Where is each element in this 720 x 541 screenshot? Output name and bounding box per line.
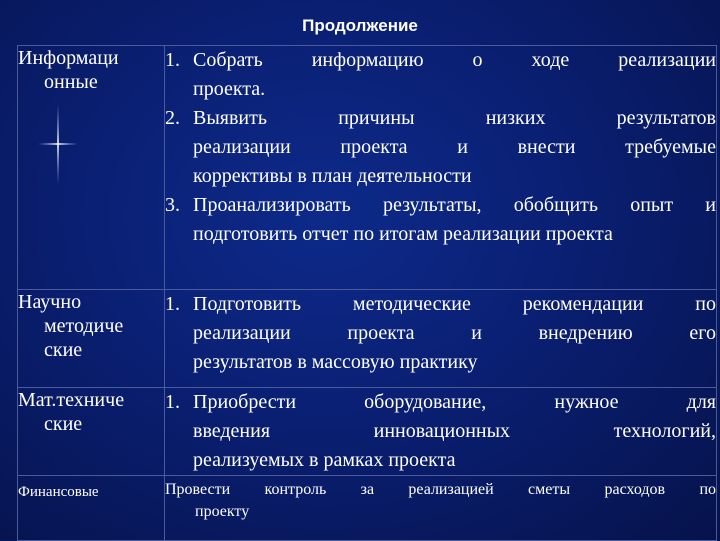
slide-title: Продолжение	[302, 16, 418, 35]
item-text: проекту	[195, 503, 250, 520]
item-text: реализуемых в рамках проекта	[193, 449, 456, 471]
item-text: введения инновационных технологий,	[193, 420, 716, 442]
item-text: проекта.	[193, 78, 266, 100]
category-cell	[18, 388, 165, 476]
tasks-cell	[165, 290, 717, 388]
item-text: результатов в массовую практику	[193, 351, 478, 373]
list-item	[165, 104, 716, 191]
category-cell	[18, 290, 165, 388]
category-line: Информаци	[18, 47, 119, 69]
list-item	[165, 290, 716, 377]
item-number: 1.	[165, 293, 180, 315]
item-number: 1.	[165, 49, 180, 71]
category-line: Финансовые	[18, 484, 99, 500]
item-text: коррективы в план деятельности	[193, 165, 472, 187]
category-cell	[18, 476, 165, 541]
tasks-cell	[165, 388, 717, 476]
category-line: Научно	[18, 291, 82, 313]
list-item	[165, 191, 716, 249]
tasks-cell	[165, 476, 717, 541]
item-text: Выявить причины низких результатов	[193, 107, 716, 129]
item-number: 2.	[165, 107, 180, 129]
table-row	[18, 388, 717, 476]
category-line: Мат.техниче	[18, 389, 125, 411]
item-number: 1.	[165, 391, 180, 413]
category-line: методиче	[44, 315, 124, 337]
item-text: Собрать информацию о ходе реализации	[193, 49, 716, 71]
list-item	[165, 46, 716, 104]
item-number: 3.	[165, 194, 180, 216]
table-row	[18, 290, 717, 388]
item-text: Провести контроль за реализацией сметы расходов по	[165, 481, 716, 498]
item-text: Проанализировать результаты, обобщить опыт и	[193, 194, 716, 216]
item-text: реализации проекта и внести требуемые	[193, 136, 716, 158]
table-row	[18, 476, 717, 541]
category-line: онные	[44, 71, 98, 93]
plan-table	[17, 45, 717, 541]
category-cell	[18, 46, 165, 290]
category-line: ские	[44, 413, 83, 435]
item-text: Приобрести оборудование, нужное для	[193, 391, 716, 413]
list-item	[165, 388, 716, 475]
item-text: реализации проекта и внедрению его	[193, 322, 716, 344]
item-text: подготовить отчет по итогам реализации проекта	[193, 223, 613, 245]
category-line: ские	[44, 339, 83, 361]
tasks-cell	[165, 46, 717, 290]
table-row	[18, 46, 717, 290]
item-text: Подготовить методические рекомендации по	[193, 293, 716, 315]
